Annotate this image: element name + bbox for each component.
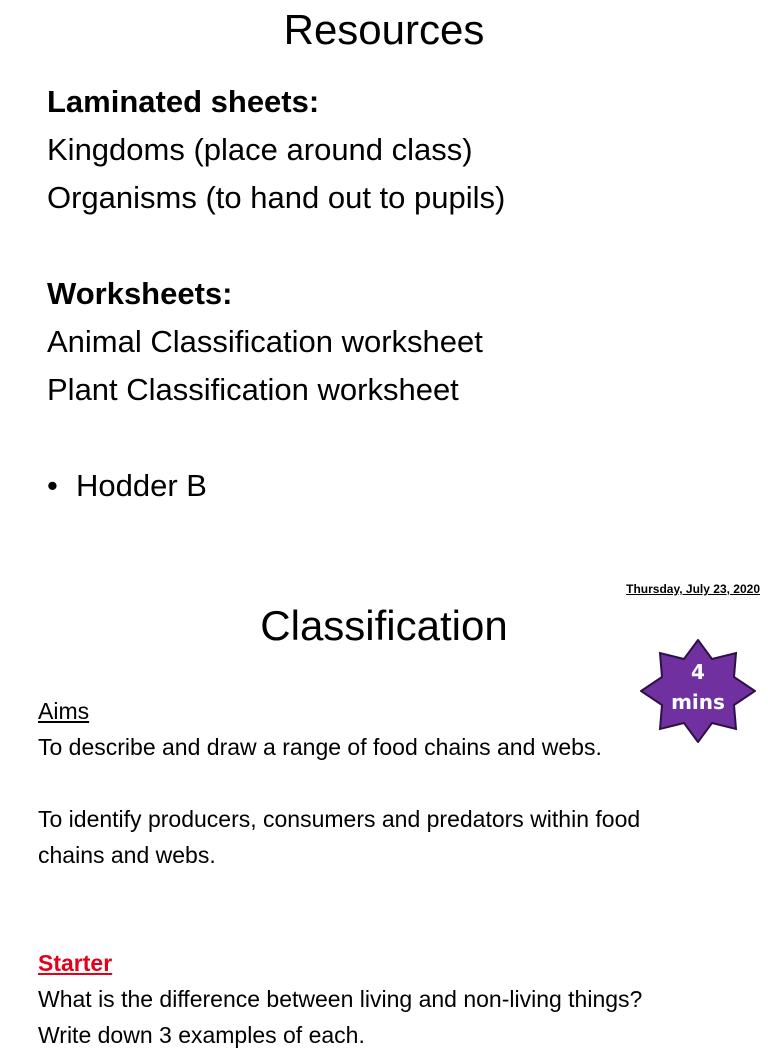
slide-classification (0, 565, 768, 1048)
aims-label: Aims (38, 698, 90, 724)
starter-label: Starter (38, 950, 113, 976)
laminated-item-kingdoms: Kingdoms (place around class) (47, 132, 473, 167)
starter-question: What is the difference between living and non-living things? (38, 986, 643, 1012)
aim-2-line-1: To identify producers, consumers and predators within food (38, 806, 641, 832)
slide-date: Thursday, July 23, 2020 (626, 582, 760, 596)
bullet-symbol: • (47, 468, 58, 503)
aim-2-line-2: chains and webs. (38, 842, 216, 868)
laminated-item-organisms: Organisms (to hand out to pupils) (47, 180, 506, 215)
lesson-content (38, 693, 738, 1053)
resources-list (47, 78, 505, 510)
starter-partial: Write down 3 examples of each. (38, 1022, 365, 1048)
laminated-sheets-heading: Laminated sheets: (47, 84, 320, 119)
slide-title: Resources (283, 6, 485, 53)
bullet-item-text: Hodder B (76, 468, 207, 503)
worksheet-item-animal: Animal Classification worksheet (47, 324, 483, 359)
timer-unit: mins (671, 690, 725, 714)
worksheet-item-plant: Plant Classification worksheet (47, 372, 459, 407)
bullet-item (47, 462, 505, 510)
timer-number: 4 (691, 660, 705, 684)
slide-title: Classification (260, 602, 508, 649)
worksheets-heading: Worksheets: (47, 276, 233, 311)
aim-1: To describe and draw a range of food chains and webs. (38, 734, 602, 760)
